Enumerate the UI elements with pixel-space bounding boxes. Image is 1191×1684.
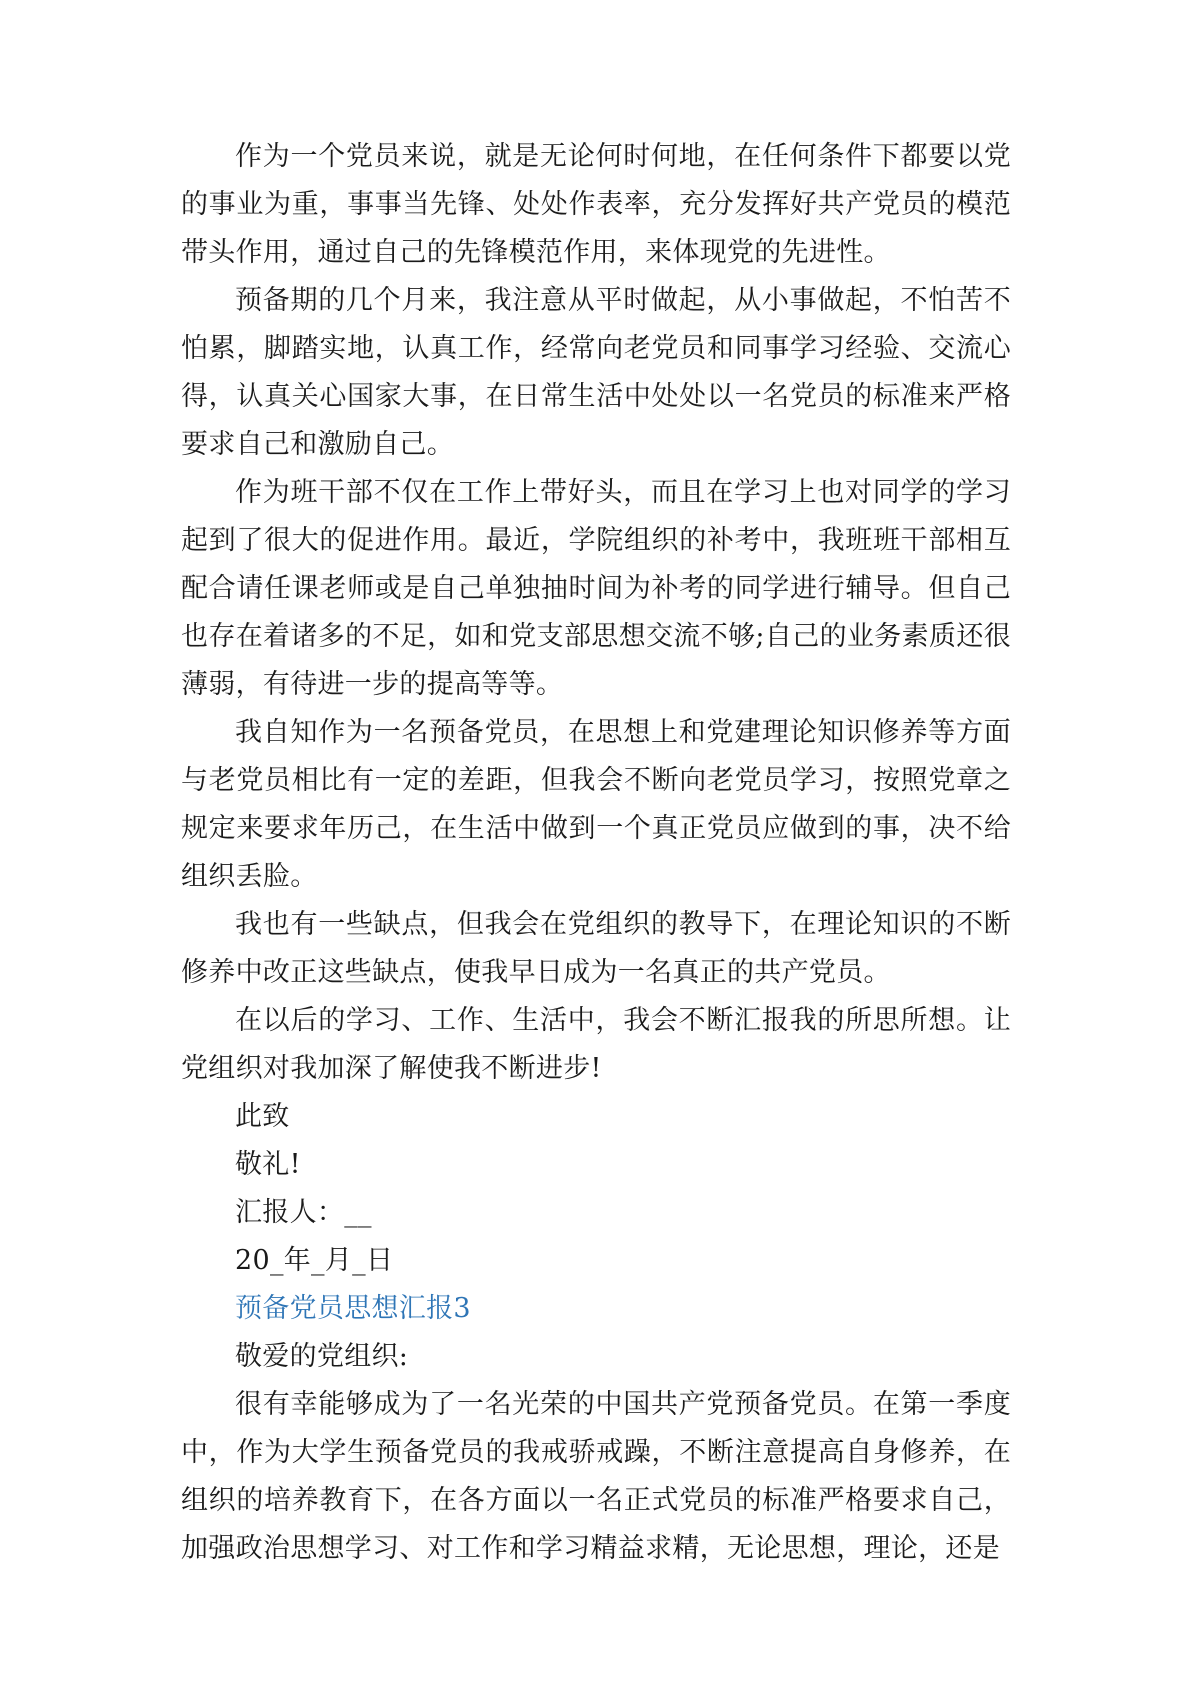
closing-salutation: 此致 — [235, 1101, 290, 1132]
date-line: 20_年_月_日 — [235, 1245, 394, 1276]
body-paragraph-4: 我自知作为一名预备党员，在思想上和党建理论知识修养等方面与老党员相比有一定的差距，但我会不断向老党员学习，按照党章之规定来要求年历己，在生活中做到一个真正党员应做到的事，决不给组织丢脸。 — [181, 717, 1011, 892]
body-paragraph-5: 我也有一些缺点，但我会在党组织的教导下，在理论知识的不断修养中改正这些缺点，使我早日成为一名真正的共产党员。 — [181, 909, 1011, 988]
closing-respect: 敬礼! — [235, 1149, 301, 1180]
body-paragraph-7: 很有幸能够成为了一名光荣的中国共产党预备党员。在第一季度中，作为大学生预备党员的我戒骄戒躁，不断注意提高自身修养，在组织的培养教育下，在各方面以一名正式党员的标准严格要求自己，加强政治思想学习、对工作和学习精益求精，无论思想，理论，还是 — [181, 1389, 1011, 1564]
reporter-line: 汇报人：__ — [235, 1197, 372, 1228]
document-body — [181, 133, 1011, 1573]
greeting-line: 敬爱的党组织: — [235, 1341, 409, 1372]
body-paragraph-3: 作为班干部不仅在工作上带好头，而且在学习上也对同学的学习起到了很大的促进作用。最近，学院组织的补考中，我班班干部相互配合请任课老师或是自己单独抽时间为补考的同学进行辅导。但自己也存在着诸多的不足，如和党支部思想交流不够;自己的业务素质还很薄弱，有待进一步的提高等等。 — [181, 477, 1011, 700]
section-title: 预备党员思想汇报3 — [235, 1293, 471, 1324]
body-paragraph-2: 预备期的几个月来，我注意从平时做起，从小事做起，不怕苦不怕累，脚踏实地，认真工作，经常向老党员和同事学习经验、交流心得，认真关心国家大事，在日常生活中处处以一名党员的标准来严格要求自己和激励自己。 — [181, 285, 1011, 460]
body-paragraph-6: 在以后的学习、工作、生活中，我会不断汇报我的所思所想。让党组织对我加深了解使我不断进步! — [181, 1005, 1011, 1084]
body-paragraph-1: 作为一个党员来说，就是无论何时何地，在任何条件下都要以党的事业为重，事事当先锋、处处作表率，充分发挥好共产党员的模范带头作用，通过自己的先锋模范作用，来体现党的先进性。 — [181, 141, 1011, 268]
